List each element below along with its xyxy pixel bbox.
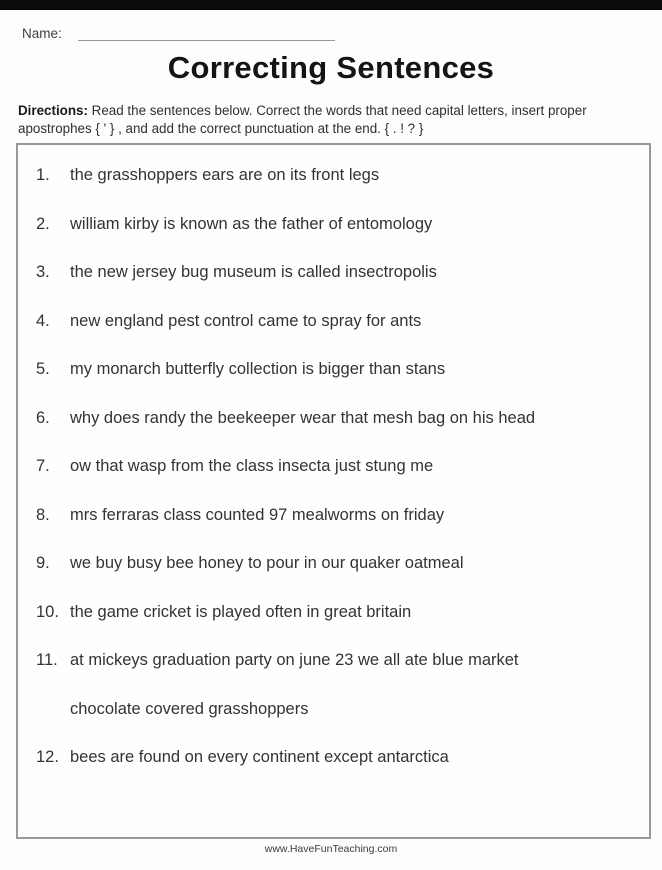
sentence-text [70, 442, 649, 491]
sentence-item [18, 394, 649, 443]
sentence-text [70, 394, 649, 443]
sentence-text [70, 297, 649, 346]
directions [18, 102, 618, 137]
page-title: Correcting Sentences [167, 50, 495, 85]
sentence-number: 9. [36, 554, 50, 572]
sentence-line: new england pest control came to spray for ants [70, 311, 422, 330]
sentence-item [18, 491, 649, 540]
name-label: Name: [22, 26, 62, 41]
sentence-line: chocolate covered grasshoppers [70, 699, 309, 718]
sentence-text [70, 539, 649, 588]
sentence-item [18, 442, 649, 491]
sentence-item [18, 539, 649, 588]
sentence-line: at mickeys graduation party on june 23 we all ate blue market [70, 651, 519, 669]
directions-line2: apostrophes { ' } , and add the correct punctuation at the end. { . ! ? } [18, 120, 424, 136]
name-input-line[interactable] [78, 40, 335, 41]
sentence-number: 4. [36, 311, 50, 330]
sentence-line: william kirby is known as the father of entomology [70, 214, 433, 233]
sentence-line: the new jersey bug museum is called insectropolis [70, 263, 437, 281]
sentence-text [70, 491, 649, 540]
sentence-text [70, 345, 649, 394]
sentence-text [70, 200, 649, 249]
sentence-text [70, 733, 649, 782]
sentence-line: the game cricket is played often in great britain [70, 602, 412, 621]
sentence-number: 11. [36, 651, 58, 669]
sentence-number: 3. [36, 263, 50, 281]
sentence-item [18, 345, 649, 394]
sentence-number: 2. [36, 214, 50, 233]
sentence-line: we buy busy bee honey to pour in our quaker oatmeal [70, 554, 464, 572]
sentence-item [18, 733, 649, 782]
sentence-item [18, 200, 649, 249]
sentence-number: 12. [36, 748, 59, 766]
sentence-line: mrs ferraras class counted 97 mealworms on friday [70, 505, 445, 524]
sentence-number: 6. [36, 408, 50, 427]
sentences-box [16, 143, 651, 839]
sentence-item [18, 248, 649, 297]
sentence-item [18, 636, 649, 733]
footer-url: www.HaveFunTeaching.com [264, 843, 398, 855]
sentence-line: ow that wasp from the class insecta just stung me [70, 457, 434, 475]
sentence-number: 8. [36, 505, 50, 524]
sentence-text [70, 636, 649, 733]
sentence-line: why does randy the beekeeper wear that mesh bag on his head [70, 408, 536, 427]
directions-label: Directions: [18, 103, 88, 118]
top-black-bar [0, 0, 662, 10]
sentence-text [70, 588, 649, 637]
sentence-item [18, 588, 649, 637]
sentence-item [18, 151, 649, 200]
sentence-text [70, 248, 649, 297]
sentence-number: 5. [36, 360, 50, 378]
sentence-number: 1. [36, 166, 50, 184]
sentence-item [18, 297, 649, 346]
sentence-number: 10. [36, 602, 59, 621]
sentence-number: 7. [36, 457, 50, 475]
sentence-line: the grasshoppers ears are on its front legs [70, 166, 380, 184]
sentence-line: bees are found on every continent except antarctica [70, 748, 449, 766]
directions-line1: Read the sentences below. Correct the words that need capital letters, insert proper [87, 103, 587, 118]
sentence-line: my monarch butterfly collection is bigger than stans [70, 360, 446, 378]
sentence-text [70, 151, 649, 200]
